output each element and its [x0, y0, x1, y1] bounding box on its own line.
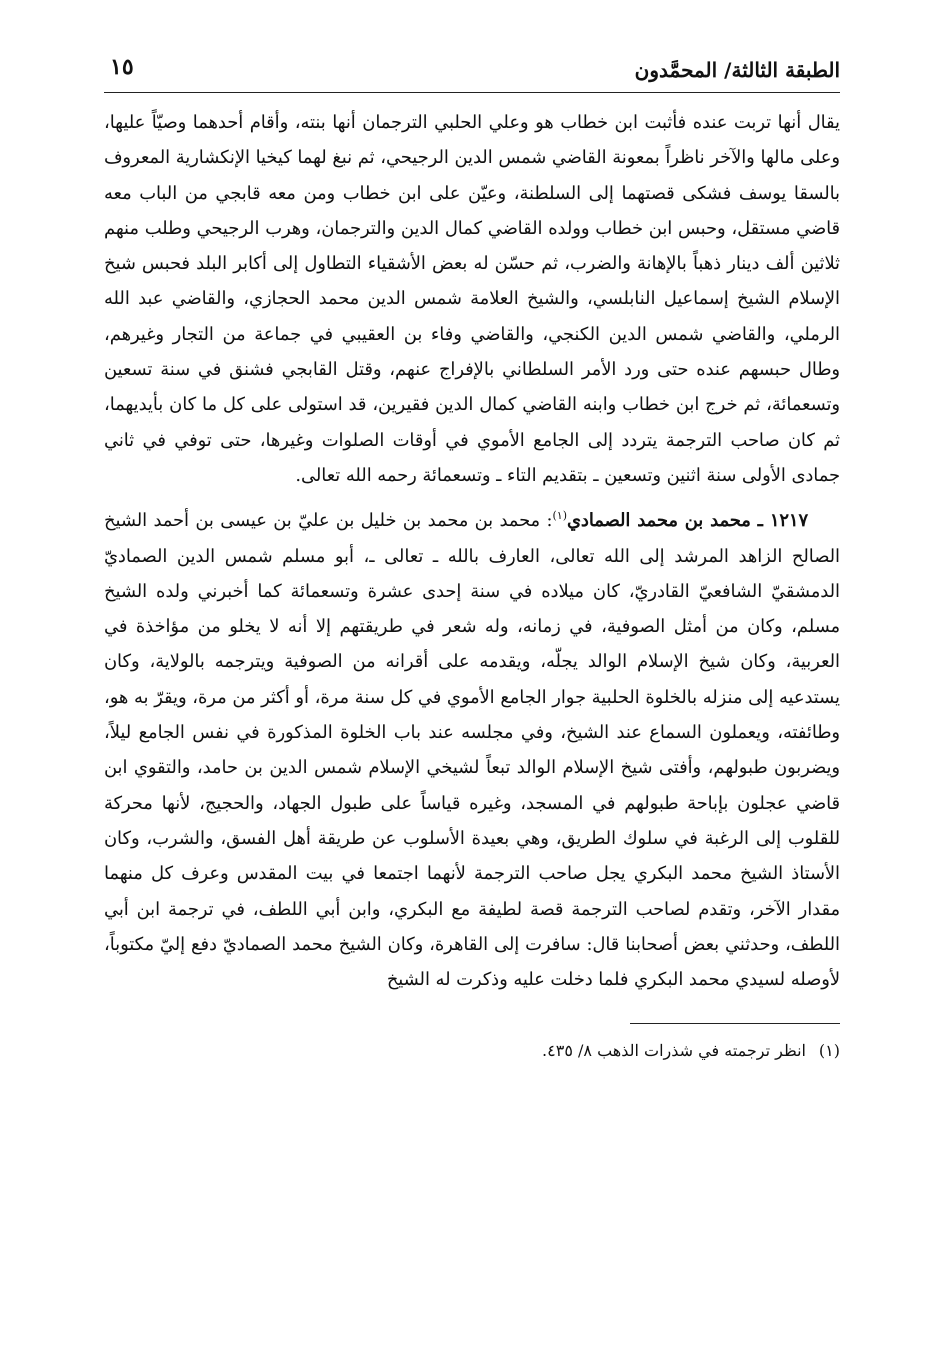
page-header	[104, 52, 840, 93]
document-page	[104, 52, 840, 1302]
footnote-reference[interactable]: (١)	[552, 509, 567, 523]
entry-body: محمد بن محمد بن خليل بن عليّ بن عيسى بن أحمد الشيخ الصالح الزاهد المرشد إلى الله تعالى، العارف بالله ـ تعالى ـ، أبو مسلم شمس الدين الصماديّ الدمشقيّ الشافعيّ القادريّ، كان ميلاده في سنة إحدى عشرة وتسعمائة كما أخبرني ولده الشيخ مسلم، وكان من أمثل الصوفية، في زمانه، وله شعر في طريقتهم إلا أنه لا يخلو من مؤاخذة في العربية، وكان شيخ الإسلام الوالد يجلّه، ويقدمه على أقرانه من الصوفية ويترجمه بالولاية، وكان يستدعيه إلى منزله بالخلوة الحلبية جوار الجامع الأموي في كل سنة مرة، أو أكثر من مرة، ويقرّ به هو، وطائفته، ويعملون السماع عند الشيخ، وفي مجلسه عند باب الخلوة المذكورة في نفس الجامع ليلاً، ويضربون طبولهم، وأفتى شيخ الإسلام الوالد تبعاً لشيخي الإسلام شمس الدين بن حامد، والتقوي ابن قاضي عجلون بإباحة طبولهم في المسجد، وغيره قياساً على طبول الجهاد، والحجيج، لأنها محركة للقلوب إلى الرغبة في سلوك الطريق، وهي بعيدة الأسلوب عن طريقة أهل الفسق، والشرب، وكان الأستاذ الشيخ محمد البكري يجل صاحب الترجمة لأنهما اجتمعا في بيت المقدس وعرف كل منهما مقدار الآخر، وتقدم لصاحب الترجمة قصة لطيفة مع البكري، وابن أبي اللطف، في ترجمة ابن أبي اللطف، وحدثني بعض أصحابنا قال: سافرت إلى القاهرة، وكان الشيخ محمد الصماديّ دفع إليّ مكتوباً، لأوصله لسيدي محمد البكري فلما دخلت عليه وذكرت له الشيخ	[104, 510, 840, 991]
entry-colon: :	[546, 510, 553, 532]
paragraph-continued: يقال أنها تربت عنده فأثبت ابن خطاب هو وعلي الحلبي الترجمان أنها بنته، وأقام أحدهما وصيّاً عليها، وعلى مالها والآخر ناظراً بمعونة القاضي شمس الدين الرجيحي، ثم نبغ لهما كيخيا الإنكشارية المعروف بالسقا يوسف فشكى قصتهما إلى السلطنة، وعيّن على ابن خطاب ومن معه قابجي من الباب معه قاضي مستقل، وحبس ابن خطاب وولده القاضي كمال الدين والترجمان، وهرب الرجيحي وطلب منهم ثلاثين ألف دينار ذهباً بالإهانة والضرب، ثم حسّن له بعض الأشقياء التطاول إلى أكابر البلد فحبس شيخ الإسلام الشيخ إسماعيل النابلسي، والشيخ العلامة شمس الدين محمد الحجازي، والقاضي عبد الله الرملي، والقاضي شمس الدين الكنجي، والقاضي وفاء بن العقيبي في جماعة من التجار وغيرهم، وطال حبسهم عنده حتى ورد الأمر السلطاني بالإفراج عنهم، وقتل القابجي فشنق في سنة تسعين وتسعمائة، ثم خرج ابن خطاب وابنه القاضي كمال الدين فقيرين، قد استولى على كل ما كان بأيديهما، ثم كان صاحب الترجمة يتردد إلى الجامع الأموي في أوقات الصلوات وغيرها، حتى توفي في ثاني جمادى الأولى سنة اثنين وتسعين ـ بتقديم التاء ـ وتسعمائة رحمه الله تعالى.	[104, 112, 840, 486]
running-title: الطبقة الثالثة/ المحمَّدون	[634, 58, 840, 82]
biography-entry	[104, 503, 840, 997]
footnote-text: انظر ترجمته في شذرات الذهب ٨/ ٤٣٥.	[542, 1041, 806, 1061]
footnote-separator	[630, 1023, 840, 1024]
entry-heading: ١٢١٧ ـ محمد بن محمد الصمادي	[567, 510, 809, 532]
page-number: ١٥	[110, 54, 134, 80]
footnote-number: (١)	[818, 1041, 840, 1061]
footnote	[104, 1038, 840, 1064]
